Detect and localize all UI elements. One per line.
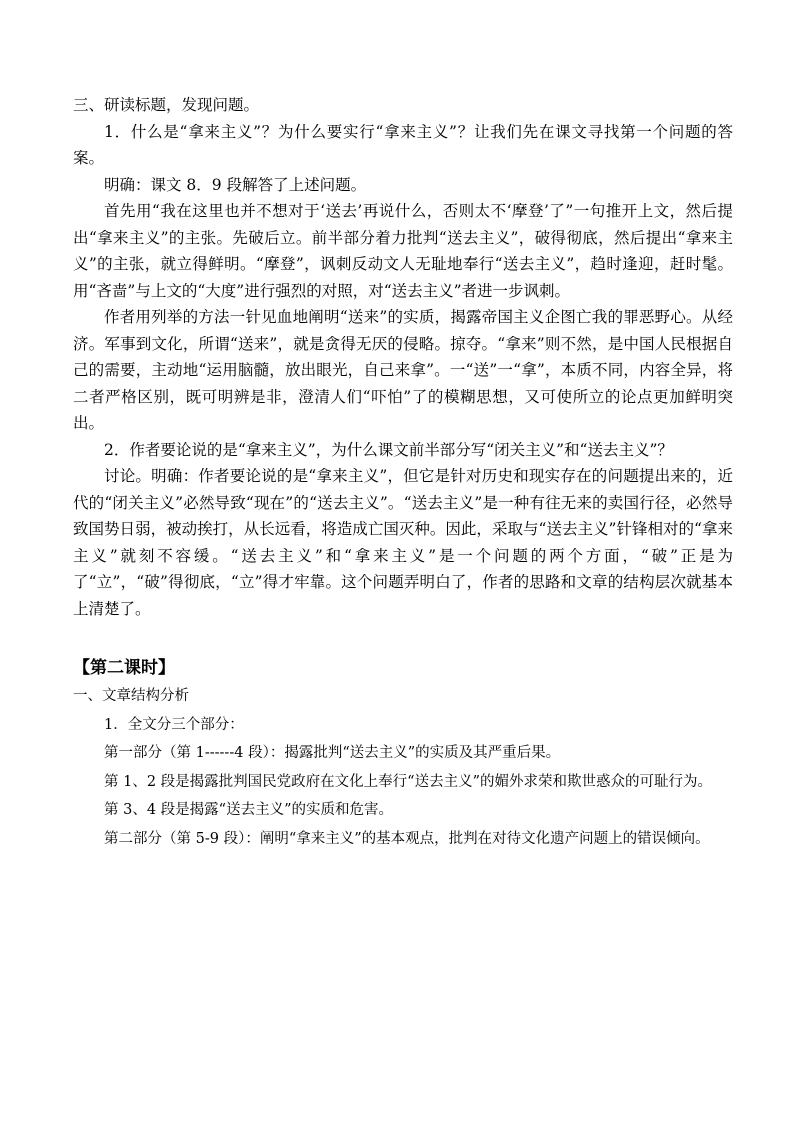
document-body (73, 92, 733, 853)
part-2: 第二部分（第 5-9 段）：阐明“拿来主义”的基本观点，批判在对待文化遗产问题上的错误倾向。 (104, 830, 710, 847)
section1-heading: 一、文章结构分析 (73, 688, 189, 704)
lesson2-heading: 【第二课时】 (73, 658, 175, 678)
paragraph-author-method: 作者用列举的方法一针见血地阐明“送来”的实质，揭露帝国主义企图亡我的罪恶野心。从经济。军事到文化，所谓“送来”，就是贪得无厌的侵略。掠夺。“拿来”则不然，是中国人民根据自己的需要，主动地“运用脑髓，放出眼光，自己来拿”。一“送”一“拿”，本质不同，内容全异，将二者严格区别，既可明辨是非，澄清人们“吓怕”了的模糊思想，又可使所立的论点更加鲜明突出。 (73, 308, 733, 432)
question-1: 1．什么是“拿来主义”？为什么要实行“拿来主义”？让我们先在课文寻找第一个问题的答案。 (73, 122, 733, 167)
part-1-paragraphs-1-2: 第 1、2 段是揭露批判国民党政府在文化上奉行“送去主义”的媚外求荣和欺世惑众的可耻行为。 (104, 773, 712, 790)
question-2-answer: 讨论。明确：作者要论说的是“拿来主义”，但它是针对历史和现实存在的问题提出来的，近代的“闭关主义”必然导致“现在”的“送去主义”。“送去主义”是一种有往无来的卖国行径，必然导致国势日弱，被动挨打，从长远看，将造成亡国灭种。因此，采取与“送去主义”针锋相对的“拿来主义”就刻不容缓。“送去主义”和“拿来主义”是一个问题的两个方面，“破”正是为了“立”，“破”得彻底，“立”得才牢靠。这个问题弄明白了，作者的思路和文章的结构层次就基本上清楚了。 (73, 467, 733, 618)
section-gap (73, 622, 733, 654)
question-1-answer: 明确：课文 8．9 段解答了上述问题。 (104, 175, 367, 194)
part-1-paragraphs-3-4: 第 3、4 段是揭露“送去主义”的实质和危害。 (104, 802, 393, 818)
paragraph-first-push: 首先用“我在这里也并不想对于‘送去’再说什么，否则太不‘摩登’了”一句推开上文，然后提出“拿来主义”的主张。先破后立。前半部分着力批判“送去主义”，破得彻底，然后提出“拿来主义”的主张，就立得鲜明。“摩登”，讽刺反动文人无耻地奉行“送去主义”，趋时逢迎，赶时髦。用“吝啬”与上文的“大度”进行强烈的对照，对“送去主义”者进一步讽刺。 (73, 202, 733, 300)
part-1: 第一部分（第 1------4 段）：揭露批判“送去主义”的实质及其严重后果。 (104, 745, 561, 761)
question-2: 2．作者要论说的是“拿来主义”，为什么课文前半部分写“闭关主义”和“送去主义”？ (104, 440, 673, 459)
section3-heading: 三、研读标题，发现问题。 (73, 96, 260, 114)
structure-item-1: 1．全文分三个部分： (104, 716, 244, 733)
